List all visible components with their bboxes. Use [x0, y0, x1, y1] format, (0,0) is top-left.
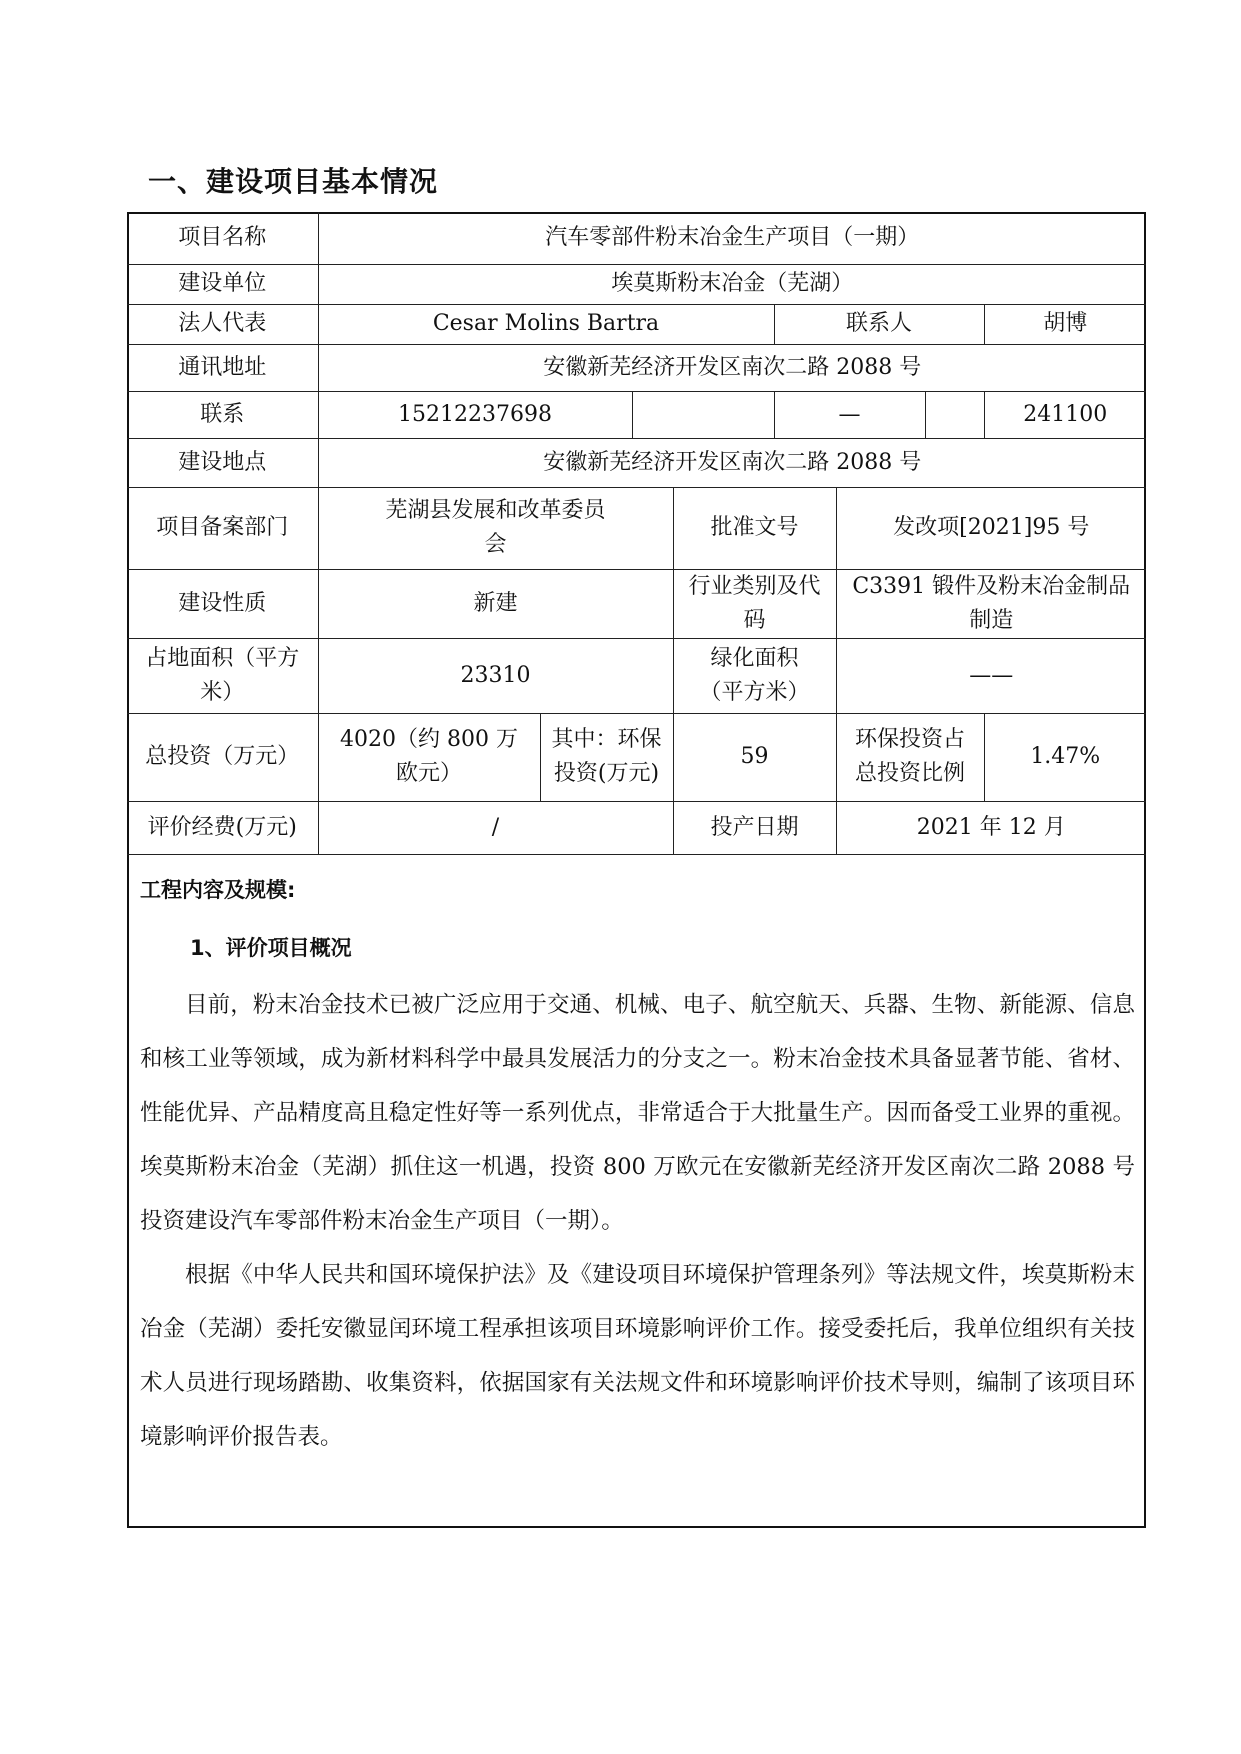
- row-filing: [127, 487, 1146, 569]
- total-invest-value: 4020（约 800 万欧元）: [318, 713, 540, 801]
- row-builder: [127, 264, 1146, 304]
- project-info-table: [127, 212, 1146, 855]
- address-label: 通讯地址: [127, 344, 318, 391]
- land-area-label: 占地面积（平方米）: [127, 638, 318, 713]
- total-invest-label: 总投资（万元）: [127, 713, 318, 801]
- production-date-label: 投产日期: [673, 801, 836, 854]
- site-label: 建设地点: [127, 438, 318, 487]
- filing-dept-label: 项目备案部门: [127, 487, 318, 569]
- contact-label: 联系: [127, 391, 318, 438]
- green-area-value: ——: [836, 638, 1146, 713]
- production-date-value: 2021 年 12 月: [836, 801, 1146, 854]
- content-label: 工程内容及规模:: [140, 878, 296, 902]
- section-heading: 一、建设项目基本情况: [148, 165, 439, 198]
- builder-label: 建设单位: [127, 264, 318, 304]
- contact-person-value: 胡博: [984, 304, 1146, 344]
- nature-value: 新建: [318, 569, 673, 638]
- industry-value: C3391 锻件及粉末冶金制品制造: [836, 569, 1146, 638]
- green-area-label: 绿化面积（平方米）: [673, 638, 836, 713]
- env-ratio-label: 环保投资占总投资比例: [836, 713, 984, 801]
- approval-no-label: 批准文号: [673, 487, 836, 569]
- engineering-content: [140, 870, 1135, 1464]
- builder-value: 埃莫斯粉末冶金（芜湖）: [318, 264, 1146, 304]
- project-name-label: 项目名称: [127, 212, 318, 264]
- row-site: [127, 438, 1146, 487]
- row-contact: [127, 391, 1146, 438]
- legal-rep-value: Cesar Molins Bartra: [318, 304, 774, 344]
- fax-label: [632, 391, 774, 438]
- row-legal-rep: [127, 304, 1146, 344]
- row-nature: [127, 569, 1146, 638]
- address-value: 安徽新芜经济开发区南次二路 2088 号: [318, 344, 1146, 391]
- postcode-value: 241100: [984, 391, 1146, 438]
- row-address: [127, 344, 1146, 391]
- eval-fee-value: /: [318, 801, 673, 854]
- land-area-value: 23310: [318, 638, 673, 713]
- content-subheading: 1、评价项目概况: [190, 936, 352, 960]
- row-eval: [127, 801, 1146, 854]
- row-investment: [127, 713, 1146, 801]
- eval-fee-label: 评价经费(万元): [127, 801, 318, 854]
- phone-value: 15212237698: [318, 391, 632, 438]
- paragraph-1: 目前，粉末冶金技术已被广泛应用于交通、机械、电子、航空航天、兵器、生物、新能源、信息和核工业等领域，成为新材料科学中最具发展活力的分支之一。粉末冶金技术具备显著节能、省材、性能优异、产品精度高且稳定性好等一系列优点，非常适合于大批量生产。因而备受工业界的重视。埃莫斯粉末冶金（芜湖）抓住这一机遇，投资 800 万欧元在安徽新芜经济开发区南次二路 2088 号投资建设汽车零部件粉末冶金生产项目（一期）。: [140, 992, 1135, 1234]
- fax-value: —: [774, 391, 925, 438]
- approval-no-value: 发改项[2021]95 号: [836, 487, 1146, 569]
- industry-label: 行业类别及代码: [673, 569, 836, 638]
- site-value: 安徽新芜经济开发区南次二路 2088 号: [318, 438, 1146, 487]
- env-ratio-value: 1.47%: [984, 713, 1146, 801]
- paragraph-2: 根据《中华人民共和国环境保护法》及《建设项目环境保护管理条列》等法规文件，埃莫斯粉末冶金（芜湖）委托安徽显闰环境工程承担该项目环境影响评价工作。接受委托后，我单位组织有关技术人员进行现场踏勘、收集资料，依据国家有关法规文件和环境影响评价技术导则，编制了该项目环境影响评价报告表。: [140, 1262, 1135, 1450]
- nature-label: 建设性质: [127, 569, 318, 638]
- project-name-value: 汽车零部件粉末冶金生产项目（一期）: [318, 212, 1146, 264]
- postcode-label: [925, 391, 984, 438]
- env-invest-value: 59: [673, 713, 836, 801]
- legal-rep-label: 法人代表: [127, 304, 318, 344]
- filing-dept-value: 芜湖县发展和改革委员会: [318, 487, 673, 569]
- env-invest-label: 其中：环保投资(万元): [540, 713, 673, 801]
- row-project-name: [127, 212, 1146, 264]
- contact-person-label: 联系人: [774, 304, 984, 344]
- row-area: [127, 638, 1146, 713]
